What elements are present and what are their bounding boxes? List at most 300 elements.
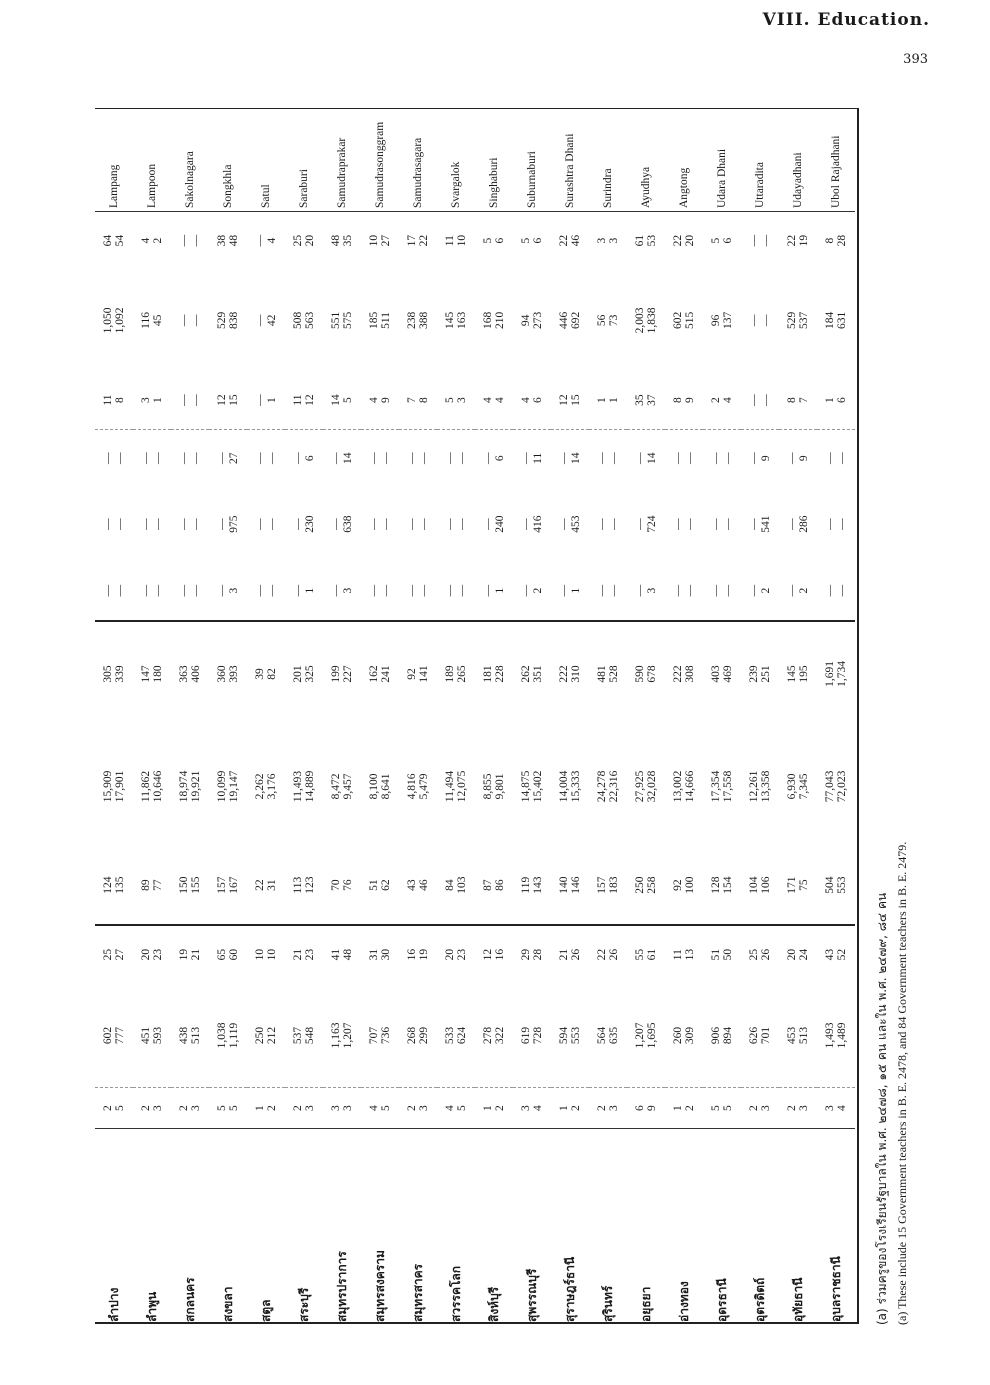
cell-value: 11,494 bbox=[444, 770, 456, 803]
cell-value: 46 bbox=[418, 879, 430, 891]
cell-g bbox=[817, 561, 855, 620]
cell-value: — bbox=[190, 452, 202, 465]
cell-value: — bbox=[456, 452, 468, 465]
cell-value: 2 bbox=[406, 1105, 418, 1111]
cell-value: 513 bbox=[190, 1026, 202, 1045]
cell-value: 3 bbox=[330, 1105, 342, 1111]
cell-value: — bbox=[254, 314, 266, 327]
cell-a bbox=[171, 1088, 209, 1129]
cell-value: 5 bbox=[482, 237, 494, 244]
cell-value: 602 bbox=[672, 311, 684, 330]
cell-i bbox=[247, 429, 285, 487]
cell-value: 5 bbox=[444, 397, 456, 403]
cell-a bbox=[361, 1088, 399, 1129]
cell-value: 55 bbox=[634, 948, 646, 961]
cell-value: — bbox=[722, 452, 734, 465]
cell-value: 250 bbox=[254, 1026, 266, 1045]
cell-value: 100 bbox=[684, 876, 696, 894]
province-name-english: Svargalok bbox=[437, 110, 475, 212]
cell-value: 8 bbox=[418, 397, 430, 403]
cell-value: 638 bbox=[342, 515, 354, 533]
cell-value: 43 bbox=[406, 879, 418, 891]
cell-value: 32,028 bbox=[646, 770, 658, 803]
cell-value: 1 bbox=[596, 397, 608, 403]
cell-value: 3 bbox=[190, 1105, 202, 1111]
cell-value: 1,119 bbox=[228, 1022, 240, 1049]
cell-value: 84 bbox=[444, 879, 456, 891]
cell-value: 5 bbox=[216, 1105, 228, 1111]
cell-value: — bbox=[482, 518, 494, 530]
cell-value: — bbox=[190, 314, 202, 327]
cell-c bbox=[437, 925, 475, 984]
cell-value: 185 bbox=[368, 311, 380, 330]
cell-i bbox=[779, 429, 817, 487]
cell-value: — bbox=[178, 394, 190, 406]
cell-k bbox=[285, 269, 323, 371]
cell-i bbox=[133, 429, 171, 487]
cell-value: — bbox=[190, 394, 202, 406]
cell-value: 4 bbox=[532, 1105, 544, 1111]
cell-value: — bbox=[330, 584, 342, 597]
cell-j bbox=[95, 371, 133, 429]
cell-value: 31 bbox=[368, 948, 380, 961]
cell-value: 62 bbox=[380, 879, 392, 891]
cell-value: 975 bbox=[228, 515, 240, 533]
cell-value: 11 bbox=[292, 394, 304, 406]
cell-value: — bbox=[380, 452, 392, 465]
cell-a bbox=[285, 1088, 323, 1129]
cell-k bbox=[361, 269, 399, 371]
cell-value: 508 bbox=[292, 311, 304, 330]
cell-h bbox=[437, 487, 475, 562]
cell-value: 2 bbox=[786, 1105, 798, 1111]
cell-value: — bbox=[406, 584, 418, 597]
cell-value: — bbox=[836, 584, 848, 597]
cell-value: 21 bbox=[190, 948, 202, 961]
cell-value: 310 bbox=[570, 665, 582, 683]
province-name-english: Sakolnagara bbox=[171, 110, 209, 212]
cell-value: 22,316 bbox=[608, 770, 620, 803]
cell-value: — bbox=[760, 234, 772, 247]
cell-value: 4,816 bbox=[406, 773, 418, 800]
cell-value: 4 bbox=[836, 1105, 848, 1111]
cell-d bbox=[399, 847, 437, 925]
cell-b bbox=[589, 984, 627, 1088]
cell-value: 65 bbox=[216, 948, 228, 961]
cell-l bbox=[437, 212, 475, 270]
cell-i bbox=[209, 429, 247, 487]
cell-g bbox=[323, 561, 361, 620]
table-row bbox=[665, 110, 703, 1325]
cell-value: — bbox=[444, 584, 456, 597]
cell-g bbox=[589, 561, 627, 620]
table-frame-right bbox=[857, 108, 859, 1324]
cell-value: — bbox=[216, 584, 228, 597]
cell-value: — bbox=[368, 518, 380, 530]
cell-c bbox=[285, 925, 323, 984]
cell-k bbox=[779, 269, 817, 371]
cell-j bbox=[703, 371, 741, 429]
cell-value: 96 bbox=[710, 314, 722, 327]
cell-value: 1,691 bbox=[824, 661, 836, 687]
province-name-thai: สกลนคร bbox=[171, 1129, 209, 1326]
cell-value: 146 bbox=[570, 876, 582, 894]
cell-value: 137 bbox=[722, 311, 734, 330]
table-row bbox=[437, 110, 475, 1325]
cell-value: — bbox=[748, 584, 760, 597]
cell-value: 6 bbox=[532, 397, 544, 403]
cell-value: — bbox=[102, 452, 114, 465]
province-name-thai: สมุทรปราการ bbox=[323, 1129, 361, 1326]
cell-value: — bbox=[456, 518, 468, 530]
cell-value: 19,921 bbox=[190, 770, 202, 803]
cell-value: 6 bbox=[836, 397, 848, 403]
cell-g bbox=[95, 561, 133, 620]
cell-i bbox=[475, 429, 513, 487]
cell-value: 20 bbox=[786, 948, 798, 961]
cell-value: 60 bbox=[228, 948, 240, 961]
cell-value: 1 bbox=[254, 1105, 266, 1111]
cell-value: 11,862 bbox=[140, 770, 152, 803]
cell-e bbox=[285, 726, 323, 847]
cell-value: 76 bbox=[342, 879, 354, 891]
cell-value: 14 bbox=[342, 452, 354, 465]
cell-l bbox=[171, 212, 209, 270]
cell-value: 2 bbox=[140, 1105, 152, 1111]
cell-value: 23 bbox=[152, 948, 164, 961]
cell-value: 9 bbox=[760, 455, 772, 462]
province-name-english: Ubol Rajadhani bbox=[817, 110, 855, 212]
province-name-thai: สมุทรสาคร bbox=[399, 1129, 437, 1326]
cell-value: 3 bbox=[798, 1105, 810, 1111]
cell-a bbox=[665, 1088, 703, 1129]
cell-value: — bbox=[558, 518, 570, 530]
province-name-english: Songkhla bbox=[209, 110, 247, 212]
cell-value: — bbox=[634, 452, 646, 465]
cell-value: 403 bbox=[710, 665, 722, 683]
cell-value: — bbox=[824, 452, 836, 465]
cell-value: 626 bbox=[748, 1026, 760, 1045]
cell-value: 24 bbox=[798, 948, 810, 961]
cell-value: 8,641 bbox=[380, 773, 392, 800]
cell-value: 602 bbox=[102, 1026, 114, 1045]
cell-value: 103 bbox=[456, 876, 468, 894]
cell-a bbox=[513, 1088, 551, 1129]
cell-d bbox=[247, 847, 285, 925]
cell-value: 201 bbox=[292, 665, 304, 683]
cell-l bbox=[361, 212, 399, 270]
cell-a bbox=[779, 1088, 817, 1129]
cell-value: 1 bbox=[558, 1105, 570, 1111]
cell-h bbox=[285, 487, 323, 562]
cell-value: 106 bbox=[760, 876, 772, 894]
province-name-thai: อ่างทอง bbox=[665, 1129, 703, 1326]
cell-value: 141 bbox=[418, 665, 430, 683]
cell-value: 30 bbox=[380, 948, 392, 961]
cell-value: 43 bbox=[824, 948, 836, 961]
cell-value: 4 bbox=[482, 397, 494, 403]
cell-value: 19 bbox=[418, 948, 430, 961]
cell-value: 77 bbox=[152, 879, 164, 891]
cell-value: 157 bbox=[596, 876, 608, 894]
cell-value: 48 bbox=[330, 234, 342, 247]
cell-d bbox=[665, 847, 703, 925]
cell-c bbox=[133, 925, 171, 984]
cell-value: — bbox=[292, 452, 304, 465]
rotated-table-container bbox=[95, 110, 855, 1325]
cell-value: 1,050 bbox=[102, 307, 114, 334]
cell-e bbox=[209, 726, 247, 847]
cell-value: — bbox=[330, 452, 342, 465]
cell-j bbox=[171, 371, 209, 429]
cell-value: — bbox=[634, 518, 646, 530]
cell-value: — bbox=[672, 518, 684, 530]
cell-value: 10,646 bbox=[152, 770, 164, 803]
cell-value: 51 bbox=[368, 879, 380, 891]
cell-value: 35 bbox=[342, 234, 354, 247]
cell-value: 167 bbox=[228, 876, 240, 894]
cell-value: 145 bbox=[786, 665, 798, 683]
province-name-english: Lampoon bbox=[133, 110, 171, 212]
cell-value: 9,801 bbox=[494, 773, 506, 800]
province-name-thai: สวรรคโลก bbox=[437, 1129, 475, 1326]
cell-value: — bbox=[748, 452, 760, 465]
cell-k bbox=[513, 269, 551, 371]
cell-i bbox=[399, 429, 437, 487]
cell-l bbox=[741, 212, 779, 270]
cell-value: 2 bbox=[152, 237, 164, 244]
cell-value: 258 bbox=[646, 876, 658, 894]
cell-value: 171 bbox=[786, 876, 798, 894]
cell-h bbox=[323, 487, 361, 562]
cell-value: 5 bbox=[456, 1105, 468, 1111]
cell-value: — bbox=[152, 452, 164, 465]
cell-value: 24,278 bbox=[596, 770, 608, 803]
cell-value: — bbox=[722, 584, 734, 597]
cell-value: — bbox=[836, 452, 848, 465]
cell-value: 339 bbox=[114, 665, 126, 683]
cell-g bbox=[285, 561, 323, 620]
cell-value: 14 bbox=[330, 394, 342, 406]
cell-value: 14,875 bbox=[520, 770, 532, 803]
cell-value: 4 bbox=[266, 237, 278, 244]
cell-value: 14 bbox=[646, 452, 658, 465]
cell-value: 1,493 bbox=[824, 1022, 836, 1049]
cell-a bbox=[323, 1088, 361, 1129]
cell-value: 14,889 bbox=[304, 770, 316, 803]
cell-e bbox=[703, 726, 741, 847]
table-row bbox=[741, 110, 779, 1325]
cell-value: — bbox=[254, 452, 266, 465]
cell-value: — bbox=[710, 452, 722, 465]
cell-value: 1,163 bbox=[330, 1022, 342, 1049]
cell-value: 1 bbox=[482, 1105, 494, 1111]
cell-j bbox=[133, 371, 171, 429]
cell-j bbox=[399, 371, 437, 429]
cell-value: 64 bbox=[102, 234, 114, 247]
cell-k bbox=[551, 269, 589, 371]
cell-value: — bbox=[178, 234, 190, 247]
cell-value: 3 bbox=[418, 1105, 430, 1111]
cell-k bbox=[817, 269, 855, 371]
cell-value: — bbox=[254, 518, 266, 530]
cell-a bbox=[209, 1088, 247, 1129]
cell-l bbox=[665, 212, 703, 270]
cell-h bbox=[399, 487, 437, 562]
cell-h bbox=[513, 487, 551, 562]
cell-value: 16 bbox=[406, 948, 418, 961]
cell-value: — bbox=[266, 452, 278, 465]
cell-a bbox=[741, 1088, 779, 1129]
cell-i bbox=[171, 429, 209, 487]
cell-value: 92 bbox=[406, 668, 418, 680]
cell-i bbox=[323, 429, 361, 487]
cell-value: 77,043 bbox=[824, 770, 836, 803]
cell-e bbox=[133, 726, 171, 847]
cell-value: 116 bbox=[140, 311, 152, 329]
cell-f bbox=[247, 621, 285, 726]
cell-h bbox=[779, 487, 817, 562]
table-row bbox=[361, 110, 399, 1325]
cell-value: 3 bbox=[342, 587, 354, 594]
cell-value: 25 bbox=[748, 948, 760, 961]
cell-value: 273 bbox=[532, 311, 544, 330]
cell-value: 52 bbox=[836, 948, 848, 961]
cell-value: 533 bbox=[444, 1026, 456, 1045]
cell-value: 87 bbox=[482, 879, 494, 891]
cell-value: 541 bbox=[760, 515, 772, 533]
cell-value: 104 bbox=[748, 876, 760, 894]
cell-value: 2,003 bbox=[634, 307, 646, 334]
cell-a bbox=[437, 1088, 475, 1129]
cell-value: — bbox=[608, 518, 620, 530]
table-row bbox=[551, 110, 589, 1325]
cell-value: 123 bbox=[304, 876, 316, 894]
cell-k bbox=[209, 269, 247, 371]
cell-value: 2 bbox=[798, 587, 810, 594]
cell-value: 16 bbox=[494, 948, 506, 961]
cell-value: 42 bbox=[266, 314, 278, 327]
cell-value: 894 bbox=[722, 1026, 734, 1045]
cell-value: — bbox=[786, 584, 798, 597]
cell-value: 1,038 bbox=[216, 1022, 228, 1049]
cell-h bbox=[589, 487, 627, 562]
cell-value: 154 bbox=[722, 876, 734, 894]
cell-f bbox=[665, 621, 703, 726]
cell-f bbox=[703, 621, 741, 726]
cell-value: 777 bbox=[114, 1026, 126, 1045]
cell-value: 6 bbox=[634, 1105, 646, 1111]
cell-value: 11,493 bbox=[292, 770, 304, 803]
cell-value: 6,930 bbox=[786, 773, 798, 800]
cell-f bbox=[551, 621, 589, 726]
cell-value: 2 bbox=[570, 1105, 582, 1111]
cell-value: 12 bbox=[304, 394, 316, 406]
cell-value: 53 bbox=[646, 234, 658, 247]
cell-value: 838 bbox=[228, 311, 240, 330]
cell-value: 724 bbox=[646, 515, 658, 533]
cell-value: 11 bbox=[444, 235, 456, 247]
cell-value: 227 bbox=[342, 665, 354, 683]
province-name-thai: สุพรรณบุรี bbox=[513, 1129, 551, 1326]
cell-g bbox=[399, 561, 437, 620]
cell-value: 10 bbox=[456, 234, 468, 247]
cell-value: 728 bbox=[532, 1026, 544, 1045]
cell-value: 45 bbox=[152, 314, 164, 327]
cell-value: 10 bbox=[266, 948, 278, 961]
cell-value: — bbox=[266, 518, 278, 530]
cell-value: 707 bbox=[368, 1026, 380, 1045]
table-frame-top bbox=[95, 108, 859, 109]
cell-a bbox=[399, 1088, 437, 1129]
cell-value: 513 bbox=[798, 1026, 810, 1045]
cell-value: 537 bbox=[798, 311, 810, 330]
table-row bbox=[247, 110, 285, 1325]
cell-value: 4 bbox=[368, 1105, 380, 1111]
cell-g bbox=[551, 561, 589, 620]
cell-value: 701 bbox=[760, 1026, 772, 1045]
cell-value: 286 bbox=[798, 515, 810, 533]
cell-value: 590 bbox=[634, 665, 646, 683]
cell-j bbox=[551, 371, 589, 429]
cell-b bbox=[361, 984, 399, 1088]
cell-value: 3 bbox=[140, 397, 152, 403]
cell-value: 27 bbox=[380, 234, 392, 247]
cell-value: — bbox=[152, 518, 164, 530]
cell-value: 7 bbox=[798, 397, 810, 403]
cell-value: 3 bbox=[596, 237, 608, 244]
cell-value: 89 bbox=[140, 879, 152, 891]
cell-value: — bbox=[114, 584, 126, 597]
cell-c bbox=[703, 925, 741, 984]
cell-value: 1,207 bbox=[634, 1022, 646, 1049]
cell-g bbox=[247, 561, 285, 620]
cell-value: — bbox=[330, 518, 342, 530]
cell-value: 13,358 bbox=[760, 770, 772, 803]
cell-value: 265 bbox=[456, 665, 468, 683]
cell-k bbox=[95, 269, 133, 371]
cell-k bbox=[627, 269, 665, 371]
cell-value: 189 bbox=[444, 665, 456, 683]
cell-e bbox=[817, 726, 855, 847]
cell-j bbox=[209, 371, 247, 429]
province-name-english: Suburnaburi bbox=[513, 110, 551, 212]
cell-value: 453 bbox=[786, 1026, 798, 1045]
cell-value: 39 bbox=[254, 668, 266, 680]
cell-value: — bbox=[266, 584, 278, 597]
cell-value: — bbox=[684, 518, 696, 530]
cell-g bbox=[171, 561, 209, 620]
cell-b bbox=[133, 984, 171, 1088]
cell-d bbox=[323, 847, 361, 925]
cell-h bbox=[817, 487, 855, 562]
cell-c bbox=[551, 925, 589, 984]
cell-value: 4 bbox=[722, 397, 734, 403]
cell-a bbox=[247, 1088, 285, 1129]
cell-value: 363 bbox=[178, 665, 190, 683]
cell-value: — bbox=[444, 452, 456, 465]
cell-i bbox=[741, 429, 779, 487]
cell-f bbox=[95, 621, 133, 726]
cell-c bbox=[741, 925, 779, 984]
cell-value: 20 bbox=[304, 234, 316, 247]
cell-value: 481 bbox=[596, 665, 608, 683]
cell-value: 1,734 bbox=[836, 661, 848, 687]
cell-k bbox=[703, 269, 741, 371]
cell-value: 230 bbox=[304, 515, 316, 533]
cell-value: — bbox=[102, 518, 114, 530]
cell-value: 446 bbox=[558, 311, 570, 330]
